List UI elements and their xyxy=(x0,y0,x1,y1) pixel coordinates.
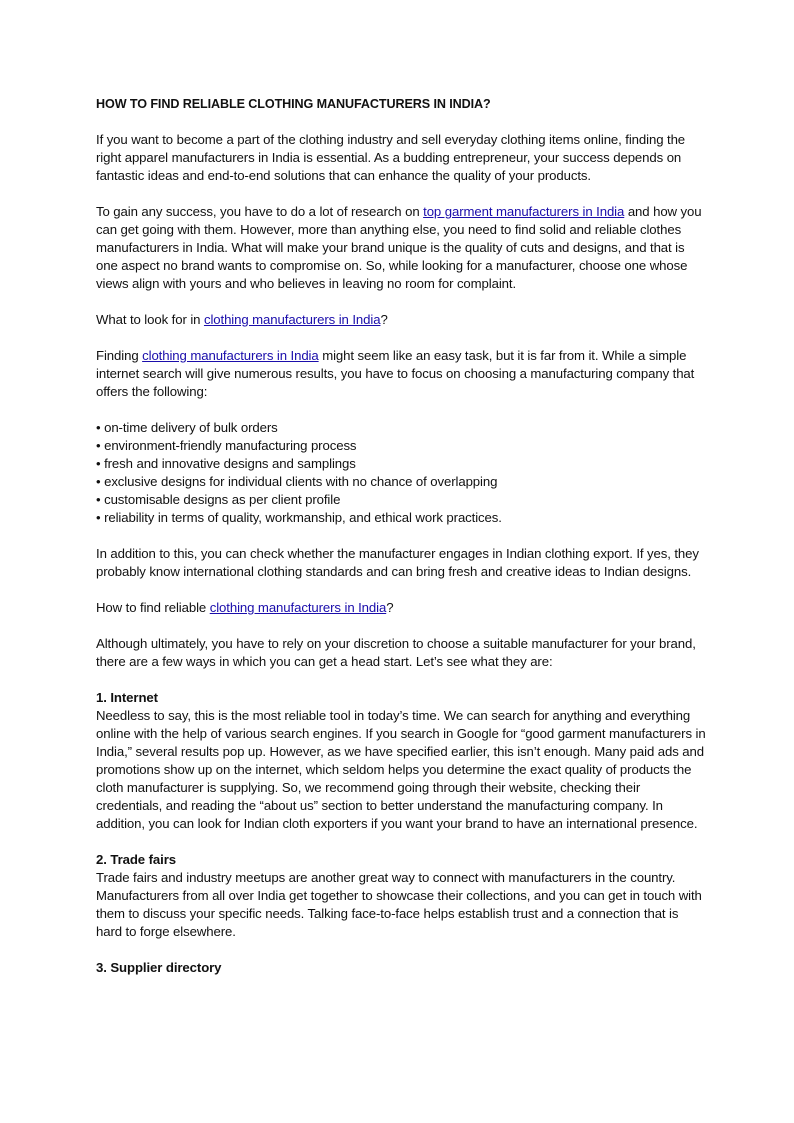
text-span: might seem like an easy task, but it is far from it. While a simple internet search will give numerous results, you have to focus on choosing a manufacturing company that offers the following: xyxy=(96,348,695,399)
section-body: Needless to say, this is the most reliable tool in today’s time. We can search for anything and everything online with the help of various search engines. If you search in Google for “good garment manufacturers in India,” several results pop up. However, as we have specified earlier, this isn’t enough. Many paid ads and promotions show up on the internet, which seldom helps you determine the exact quality of products the cloth manufacturer is supplying. So, we recommend going through their website, checking their credentials, and reading the “about us” section to better understand the manufacturing company. In addition, you can look for Indian cloth exporters if you want your brand to have an international presence. xyxy=(96,708,706,831)
document-title: HOW TO FIND RELIABLE CLOTHING MANUFACTURERS IN INDIA? xyxy=(96,97,491,111)
section-supplier-directory xyxy=(96,959,706,977)
how-to-find-question xyxy=(96,599,706,617)
clothing-manufacturers-link-3[interactable]: clothing manufacturers in India xyxy=(209,600,387,615)
text-span: and how you can get going with them. However, more than anything else, you need to find solid and reliable clothes manufacturers in India. What will make your brand unique is the quality of cuts and designs, and that is one aspect no brand wants to compromise on. So, while looking for a manufacturer, choose one whose views align with yours and who believes in leaving no room for complaint. xyxy=(96,204,702,291)
list-item: • reliability in terms of quality, workmanship, and ethical work practices. xyxy=(96,510,502,525)
text-span: How to find reliable xyxy=(96,600,210,615)
text-span: ? xyxy=(386,600,394,615)
research-paragraph xyxy=(96,203,706,293)
section-heading: 2. Trade fairs xyxy=(96,852,176,867)
text-span: What to look for in xyxy=(96,312,204,327)
intro-paragraph: If you want to become a part of the clothing industry and sell everyday clothing items online, finding the right apparel manufacturers in India is essential. As a budding entrepreneur, your success depends on fantastic ideas and end-to-end solutions that can enhance the quality of your products. xyxy=(96,132,686,183)
list-item: • on-time delivery of bulk orders xyxy=(96,420,278,435)
clothing-manufacturers-link-1[interactable]: clothing manufacturers in India xyxy=(203,312,381,327)
clothing-manufacturers-link-2[interactable]: clothing manufacturers in India xyxy=(142,348,319,363)
text-span: ? xyxy=(380,312,388,327)
list-item: • environment-friendly manufacturing process xyxy=(96,438,357,453)
list-item: • customisable designs as per client profile xyxy=(96,492,341,507)
what-to-look-for-question xyxy=(96,311,706,329)
text-span: Finding xyxy=(96,348,143,363)
top-garment-manufacturers-link[interactable]: top garment manufacturers in India xyxy=(423,204,625,219)
section-internet xyxy=(96,689,706,833)
finding-paragraph xyxy=(96,347,706,401)
section-heading: 1. Internet xyxy=(96,690,158,705)
document-page xyxy=(96,95,706,995)
requirements-list xyxy=(96,419,706,527)
list-item: • fresh and innovative designs and samplings xyxy=(96,456,356,471)
section-body: Trade fairs and industry meetups are another great way to connect with manufacturers in the country. Manufacturers from all over India get together to showcase their collections, and you can get in touch with them to discuss your specific needs. Talking face-to-face helps establish trust and a connection that is hard to forge elsewhere. xyxy=(96,870,702,939)
head-start-paragraph: Although ultimately, you have to rely on your discretion to choose a suitable manufacturer for your brand, there are a few ways in which you can get a head start. Let’s see what they are: xyxy=(96,636,696,669)
list-item: • exclusive designs for individual clients with no chance of overlapping xyxy=(96,474,498,489)
section-heading: 3. Supplier directory xyxy=(96,960,222,975)
export-paragraph: In addition to this, you can check whether the manufacturer engages in Indian clothing export. If yes, they probably know international clothing standards and can bring fresh and creative ideas to Indian designs. xyxy=(96,546,699,579)
text-span: To gain any success, you have to do a lot of research on xyxy=(96,204,424,219)
section-trade-fairs xyxy=(96,851,706,941)
